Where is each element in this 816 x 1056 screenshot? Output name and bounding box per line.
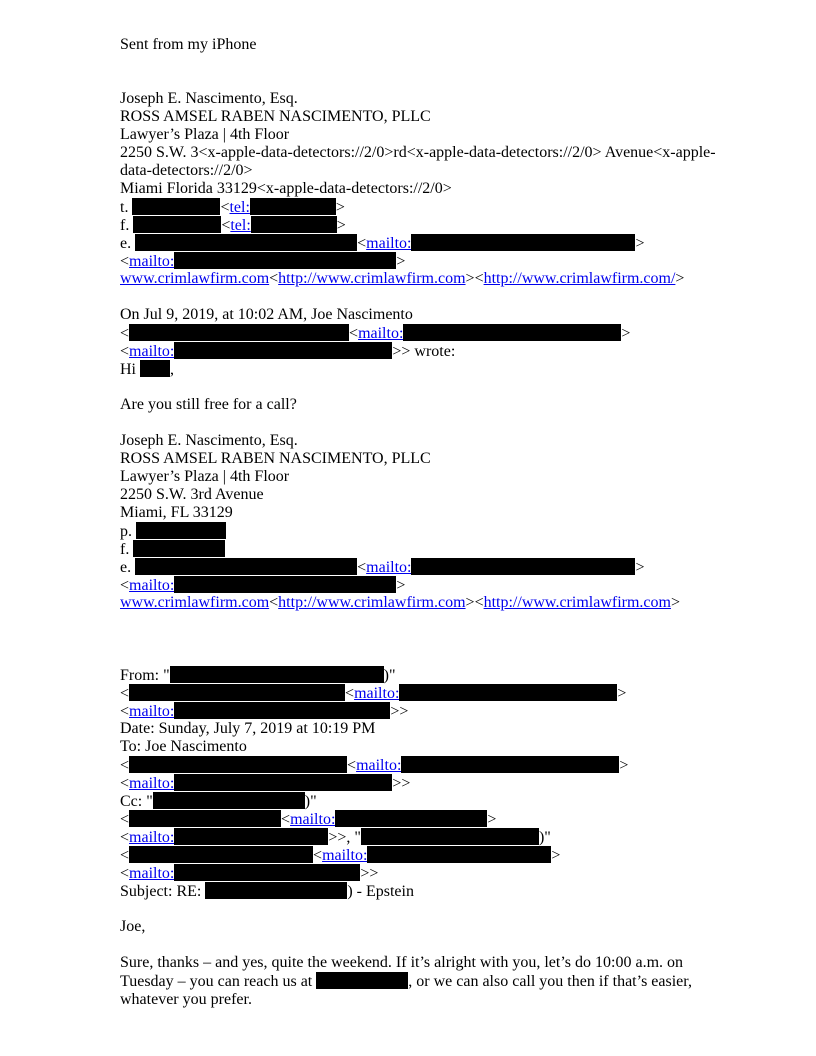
redaction-block	[403, 324, 621, 341]
website-link[interactable]: www.crimlawfirm.com	[120, 594, 270, 611]
mailto-link[interactable]: mailto:	[290, 811, 336, 828]
redaction-block	[205, 882, 347, 899]
subject-suffix: ) - Epstein	[347, 883, 414, 900]
fax-prefix: f.	[120, 541, 130, 558]
redaction-block	[135, 558, 357, 575]
signature-name: Joseph E. Nascimento, Esq.	[120, 90, 298, 107]
email-prefix: e.	[120, 559, 132, 576]
cc-separator: >>, "	[328, 829, 361, 846]
from-email-line: < <mailto: >	[120, 685, 627, 702]
signature-phone-line	[120, 522, 720, 540]
redaction-block	[133, 540, 225, 557]
phone-prefix: p.	[120, 523, 132, 540]
signature-name: Joseph E. Nascimento, Esq.	[120, 432, 298, 449]
mailto-link[interactable]: mailto:	[129, 865, 175, 882]
message-body	[120, 954, 700, 1009]
website-http-link-2[interactable]: http://www.crimlawfirm.com	[483, 594, 671, 611]
subject-line	[120, 882, 720, 900]
redaction-block	[174, 576, 396, 593]
tel-link[interactable]: tel:	[230, 217, 251, 234]
redaction-block	[174, 774, 392, 791]
signature-firm: ROSS AMSEL RABEN NASCIMENTO, PLLC	[120, 450, 431, 467]
signature-website-line: www.crimlawfirm.com<http://www.crimlawfirm.com><http://www.crimlawfirm.com/>	[120, 270, 685, 287]
signature-email-line: e. <mailto: >	[120, 235, 645, 252]
to-email-line-2: <mailto: >>	[120, 775, 411, 792]
mailto-link[interactable]: mailto:	[129, 703, 175, 720]
redaction-block	[129, 810, 281, 827]
redaction-block	[399, 684, 617, 701]
reply-header-email-2: <mailto: >> wrote:	[120, 343, 456, 360]
cc-close: )"	[538, 829, 551, 846]
redaction-block	[133, 216, 221, 233]
cc-email-line: < <mailto: >	[120, 811, 497, 828]
redaction-block	[316, 972, 408, 989]
from-label: From: "	[120, 667, 170, 684]
email-prefix: e.	[120, 235, 132, 252]
redaction-block	[132, 198, 220, 215]
subject-label: Subject: RE:	[120, 883, 202, 900]
from-line	[120, 666, 720, 684]
reply-header: On Jul 9, 2019, at 10:02 AM, Joe Nascimento	[120, 306, 413, 323]
redaction-block	[174, 864, 360, 881]
to-email-line: < <mailto: >	[120, 757, 629, 774]
redaction-block	[136, 522, 226, 539]
signature-building: Lawyer’s Plaza | 4th Floor	[120, 126, 290, 143]
message-body-part-2: , or we can also call you then if that’s easier, whatever you prefer.	[120, 973, 692, 1008]
reply-greeting	[120, 360, 720, 378]
mailto-link[interactable]: mailto:	[356, 757, 402, 774]
redaction-block	[401, 756, 619, 773]
signature-email-line: e. <mailto: >	[120, 559, 645, 576]
signature-firm: ROSS AMSEL RABEN NASCIMENTO, PLLC	[120, 108, 431, 125]
signature-address: 2250 S.W. 3rd Avenue	[120, 486, 264, 503]
tel-link[interactable]: tel:	[229, 199, 250, 216]
signature-city: Miami, FL 33129	[120, 504, 233, 521]
signature-city: Miami Florida 33129<x-apple-data-detectors://2/0>	[120, 180, 452, 197]
wrote-text: > wrote:	[401, 343, 456, 360]
salutation: Joe,	[120, 918, 146, 935]
redaction-block	[367, 846, 551, 863]
cc-line	[120, 792, 720, 810]
to-line: To: Joe Nascimento	[120, 738, 247, 755]
cc-label: Cc: "	[120, 793, 153, 810]
redaction-block	[170, 666, 384, 683]
mailto-link[interactable]: mailto:	[129, 253, 175, 270]
mailto-link[interactable]: mailto:	[129, 343, 175, 360]
redaction-block	[411, 234, 635, 251]
website-http-slash-link[interactable]: http://www.crimlawfirm.com/	[483, 270, 676, 287]
redaction-block	[129, 684, 345, 701]
signature-email-line-2: <mailto: >	[120, 577, 406, 594]
sent-from-line: Sent from my iPhone	[120, 36, 257, 53]
greeting-text: Hi	[120, 361, 136, 378]
mailto-link[interactable]: mailto:	[366, 559, 412, 576]
cc-close: )"	[304, 793, 317, 810]
redaction-block	[174, 252, 396, 269]
redaction-block	[411, 558, 635, 575]
cc-email-line-3: < <mailto: >	[120, 847, 561, 864]
reply-body: Are you still free for a call?	[120, 396, 297, 413]
greeting-comma: ,	[170, 361, 174, 378]
mailto-link[interactable]: mailto:	[129, 577, 175, 594]
redaction-block	[174, 342, 392, 359]
redaction-block	[250, 198, 336, 215]
phone-prefix: t.	[120, 199, 129, 216]
redaction-block	[174, 702, 390, 719]
redaction-block	[361, 828, 539, 845]
mailto-link[interactable]: mailto:	[129, 775, 175, 792]
reply-header-email: < <mailto: >	[120, 325, 631, 342]
redaction-block	[174, 828, 328, 845]
cc-email-line-4: <mailto: >>	[120, 865, 379, 882]
signature-address: 2250 S.W. 3<x-apple-data-detectors://2/0>rd<x-apple-data-detectors://2/0> Avenue<x-apple-data-detectors://2/0>	[120, 144, 716, 179]
redaction-block	[251, 216, 337, 233]
redaction-block	[129, 324, 349, 341]
redaction-block	[135, 234, 357, 251]
signature-fax-line	[120, 540, 720, 558]
from-email-line-2: <mailto: >>	[120, 703, 409, 720]
signature-email-line-2: <mailto: >	[120, 253, 406, 270]
fax-prefix: f.	[120, 217, 130, 234]
website-link[interactable]: www.crimlawfirm.com	[120, 270, 270, 287]
redaction-block	[129, 756, 347, 773]
mailto-link[interactable]: mailto:	[354, 685, 400, 702]
from-close: )"	[383, 667, 396, 684]
redaction-block	[140, 360, 170, 377]
signature-website-line: www.crimlawfirm.com<http://www.crimlawfirm.com><http://www.crimlawfirm.com>	[120, 594, 680, 611]
mailto-link[interactable]: mailto:	[129, 829, 175, 846]
date-line: Date: Sunday, July 7, 2019 at 10:19 PM	[120, 720, 376, 737]
website-http-link[interactable]: http://www.crimlawfirm.com	[278, 270, 466, 287]
cc-email-line-2: <mailto: >>, " )"	[120, 829, 551, 846]
signature-fax-line: f. <tel: >	[120, 217, 346, 234]
mailto-link[interactable]: mailto:	[322, 847, 368, 864]
website-http-link[interactable]: http://www.crimlawfirm.com	[278, 594, 466, 611]
message-body-part-1: Sure, thanks – and yes, quite the weekend. If it’s alright with you, let’s do 10:00 a.m. on Tuesday – you can reach us at	[120, 954, 684, 990]
redaction-block	[129, 846, 313, 863]
mailto-link[interactable]: mailto:	[366, 235, 412, 252]
redaction-block	[153, 792, 305, 809]
signature-building: Lawyer’s Plaza | 4th Floor	[120, 468, 290, 485]
redaction-block	[335, 810, 487, 827]
email-document	[120, 36, 720, 1009]
signature-phone-line: t. <tel: >	[120, 199, 345, 216]
mailto-link[interactable]: mailto:	[358, 325, 404, 342]
